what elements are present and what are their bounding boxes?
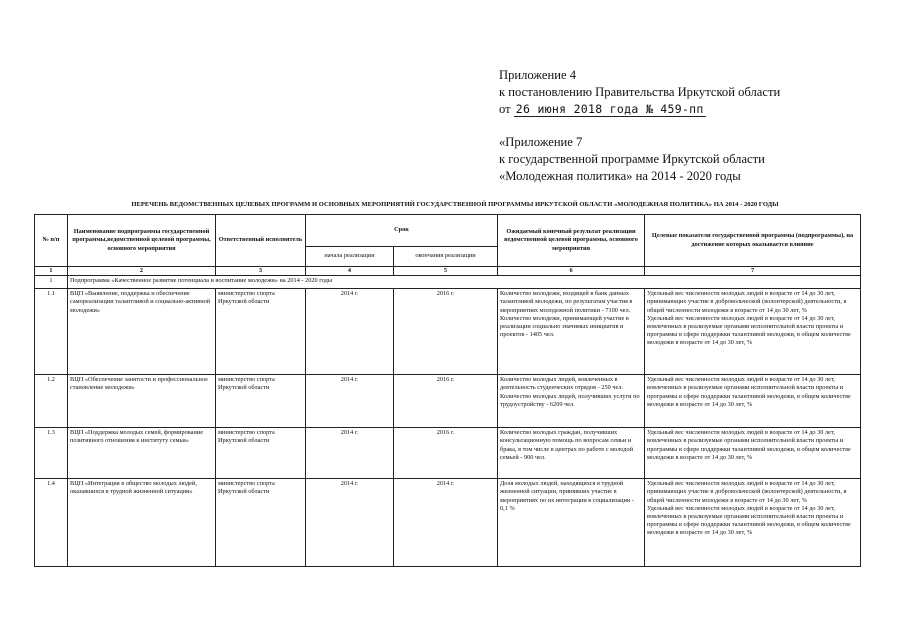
- row-name: ВЦП «Выявление, поддержка и обеспечение самореализации талантливой и социально-активной молодежи»: [68, 289, 216, 375]
- resolution-reference: к постановлению Правительства Иркутской области: [499, 85, 781, 99]
- row-num: 1.2: [35, 375, 68, 428]
- col-number: 6: [498, 267, 645, 276]
- inner-appendix-number: «Приложение 7: [499, 135, 583, 149]
- table-row: [35, 479, 861, 567]
- subprogram-num: 1: [35, 276, 68, 289]
- row-executor: министерство спорта Иркутской области: [216, 428, 306, 479]
- row-end: 2016 г.: [394, 428, 498, 479]
- result-item: Количество молодых людей, получивших услуги по трудоустройству - 6209 чел.: [500, 392, 640, 408]
- row-start: 2014 г.: [306, 375, 394, 428]
- row-end: 2014 г.: [394, 479, 498, 567]
- resolution-date: 26 июня 2018 года № 459-пп: [515, 102, 704, 116]
- row-executor: министерство спорта Иркутской области: [216, 289, 306, 375]
- indicator-item: Удельный вес численности молодых людей в возрасте от 14 до 30 лет, вовлеченных в реализуемые органами исполнительной власти проекты и программы в сфере поддержки талантливой молодежи, в общем количестве молодежи в возрасте от 14 до 30 лет, %: [647, 504, 851, 537]
- result-item: Количество молодежи, принимающей участие в реализации социально значимых инициатив и проектов - 1405 чел.: [500, 314, 629, 339]
- col-header-start: начала реализации: [306, 247, 394, 267]
- table-row: [35, 289, 861, 375]
- row-indicators: [645, 479, 861, 567]
- col-number: 1: [35, 267, 68, 276]
- result-item: Доля молодых людей, находящихся в трудной жизненной ситуации, принявших участие в мероприятиях по их интеграции в социализации - 0,1 %: [500, 480, 634, 512]
- row-num: 1.4: [35, 479, 68, 567]
- row-result: [498, 479, 645, 567]
- col-header-term: Срок: [306, 215, 498, 247]
- indicator-item: Удельный вес численности молодых людей в возрасте от 14 до 30 лет, вовлеченных в реализуемые органами исполнительной власти проекты и программы в сфере поддержки талантливой молодежи, в общем количестве молодежи в возрасте от 14 до 30 лет, %: [647, 429, 851, 461]
- result-item: Количество молодых граждан, получивших консультационную помощь по вопросам семьи и брака, в том числе в центрах по работе с молодой семьей - 900 чел.: [500, 429, 633, 461]
- row-num: 1.3: [35, 428, 68, 479]
- row-end: 2016 г.: [394, 289, 498, 375]
- program-reference: к государственной программе Иркутской области: [499, 152, 765, 166]
- row-executor: министерство спорта Иркутской области: [216, 375, 306, 428]
- col-header-executor: Ответственный исполнитель: [216, 215, 306, 267]
- document-header: [499, 67, 829, 185]
- indicator-item: Удельный вес численности молодых людей в возрасте от 14 до 30 лет, принимающих участие в добровольческой (волонтерской) деятельности, в общей численности молодежи в возрасте от 14 до 30 лет, %: [647, 480, 847, 504]
- row-indicators: [645, 289, 861, 375]
- col-number: 2: [68, 267, 216, 276]
- col-header-name: Наименование подпрограммы государственной программы,ведомственной целевой программы, основного мероприятия: [68, 215, 216, 267]
- subprogram-row: [35, 276, 861, 289]
- column-numbers-row: [35, 267, 861, 276]
- row-num: 1.1: [35, 289, 68, 375]
- row-end: 2016 г.: [394, 375, 498, 428]
- row-name: ВЦП «Интеграция в общество молодых людей, оказавшихся в трудной жизненной ситуации»: [68, 479, 216, 567]
- row-name: ВЦП «Поддержка молодых семей, формирование позитивного отношения к институту семьи»: [68, 428, 216, 479]
- col-number: 4: [306, 267, 394, 276]
- col-header-result: Ожидаемый конечный результат реализации ведомственной целевой программы, основного мероприятия: [498, 215, 645, 267]
- row-start: 2014 г.: [306, 479, 394, 567]
- col-number: 5: [394, 267, 498, 276]
- document-title: ПЕРЕЧЕНЬ ВЕДОМСТВЕННЫХ ЦЕЛЕВЫХ ПРОГРАММ И ОСНОВНЫХ МЕРОПРИЯТИЙ ГОСУДАРСТВЕННОЙ ПРОГРАММЫ ИРКУТСКОЙ ОБЛАСТИ «МОЛОДЕЖНАЯ ПОЛИТИКА» НА 2014 - 2020 ГОДЫ: [131, 201, 779, 208]
- col-header-num: № п/п: [35, 215, 68, 267]
- col-header-indicators: Целевые показатели государственной программы (подпрограммы), на достижение которых оказывается влияние: [645, 215, 861, 267]
- indicator-item: Удельный вес численности молодых людей в возрасте от 14 до 30 лет, вовлеченных в реализуемые органами исполнительной власти проекты и программы в сфере поддержки талантливой молодежи, в общем количестве молодежи в возрасте от 14 до 30 лет, %: [647, 376, 851, 408]
- result-item: Количество молодых людей, вовлеченных в деятельность студенческих отрядов - 250 чел.: [500, 376, 623, 392]
- indicator-item: Удельный вес численности молодых людей в возрасте от 14 до 30 лет, вовлеченных в реализуемые органами исполнительной власти проекты и программы в сфере поддержки талантливой молодежи, в общем количестве молодежи в возрасте от 14 до 30 лет, %: [647, 314, 851, 347]
- table-row: [35, 428, 861, 479]
- result-item: Количество молодежи, входящей в банк данных талантливой молодежи, по результатам участия в мероприятиях молодежной политики - 7100 чел.: [500, 290, 633, 314]
- row-name: ВЦП «Обеспечение занятости и профессиональное становление молодежи»: [68, 375, 216, 428]
- appendix-number: Приложение 4: [499, 68, 577, 82]
- row-result: [498, 375, 645, 428]
- row-start: 2014 г.: [306, 289, 394, 375]
- row-indicators: [645, 428, 861, 479]
- col-number: 7: [645, 267, 861, 276]
- row-executor: министерство спорта Иркутской области: [216, 479, 306, 567]
- col-number: 3: [216, 267, 306, 276]
- row-result: [498, 428, 645, 479]
- program-name: «Молодежная политика» на 2014 - 2020 годы: [499, 169, 741, 183]
- indicator-item: Удельный вес численности молодых людей в возрасте от 14 до 30 лет, принимающих участие в добровольческой (волонтерской) деятельности, в общей численности молодежи в возрасте от 14 до 30 лет, %: [647, 290, 847, 314]
- programs-table: [34, 214, 861, 567]
- table-row: [35, 375, 861, 428]
- row-result: [498, 289, 645, 375]
- subprogram-title: Подпрограмма «Качественное развитие потенциала и воспитание молодежи» на 2014 - 2020 годы: [68, 276, 861, 289]
- row-start: 2014 г.: [306, 428, 394, 479]
- from-label: от: [499, 102, 511, 116]
- resolution-date-line: [499, 101, 829, 118]
- header-row: [35, 215, 861, 247]
- row-indicators: [645, 375, 861, 428]
- col-header-end: окончания реализации: [394, 247, 498, 267]
